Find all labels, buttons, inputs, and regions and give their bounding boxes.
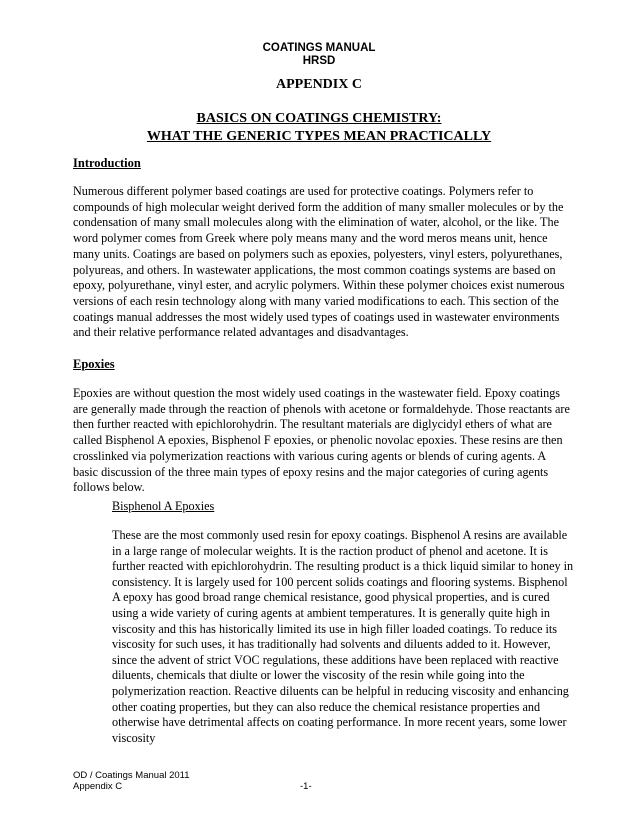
footer-manual-label: OD / Coatings Manual 2011 xyxy=(73,770,190,781)
header-title: COATINGS MANUAL xyxy=(262,42,376,54)
document-title-line2: WHAT THE GENERIC TYPES MEAN PRACTICALLY xyxy=(146,129,492,144)
section-heading-introduction: Introduction xyxy=(73,156,141,170)
paragraph-epoxies: Epoxies are without question the most widely used coatings in the wastewater field. Epoxy coatings are generally made through the reaction of phenols with acetone or formaldehyde. Those reactants are then further reacted with epichlorohydrin. The resultant materials are diglycidyl ethers of what are called Bisphenol A epoxies, Bisphenol F epoxies, or phenolic novolac epoxies. These resins are then crosslinked via polymerization reactions with various curing agents or blends of curing agents. A basic discussion of the three main types of epoxy resins and the major categories of curing agents follows below. xyxy=(73,386,570,495)
document-title-line1: BASICS ON COATINGS CHEMISTRY: xyxy=(196,111,442,126)
paragraph-bisphenol-a: These are the most commonly used resin for epoxy coatings. Bisphenol A resins are available in a large range of molecular weights. It is the raction product of phenol and acetone. It is further reacted with epichlorohydrin. The resulting product is a thick liquid similar to honey in consistency. It is largely used for 100 percent solids coatings and flooring systems. Bisphenol A epoxy has good broad range chemical resistance, good physical properties, and is cured using a wide variety of curing agents at ambient temperatures. It is generally quite high in viscosity and this has historically limited its use in high filler loaded coatings. To reduce its viscosity for such uses, it has traditionally had solvents and diluents added to it. However, since the advent of strict VOC regulations, these additions have been replaced with reactive diluents, chemicals that diulte or lower the viscosity of the resin while going into the polymerization reaction. Reactive diluents can be helpful in reducing viscosity and enhancing other coating properties, but they can also reduce the chemical resistance properties and otherwise have detrimental affects on coating performance. In more recent years, some lower viscosity xyxy=(112,528,574,745)
appendix-label: APPENDIX C xyxy=(276,77,362,92)
paragraph-introduction: Numerous different polymer based coatings are used for protective coatings. Polymers refer to compounds of high molecular weight derived form the addition of many smaller molecules or by the condensation of many small molecules along with the elimination of water, alcohol, or the like. The word polymer comes from Greek where poly means many and the word meros means unit, hence many units. Coatings are based on polymers such as epoxies, polyesters, vinyl esters, polyurethanes, polyureas, and others. In wastewater applications, the most common coatings systems are based on epoxy, polyurethane, vinyl ester, and acrylic polymers. Within these polymer choices exist numerous versions of each resin technology along with many varied modifications to each. This section of the coatings manual addresses the most widely used types of coatings used in wastewater environments and their relative performance related advantages and disadvantages. xyxy=(73,184,565,340)
subsection-heading-bisphenol-a: Bisphenol A Epoxies xyxy=(112,499,215,513)
section-heading-epoxies: Epoxies xyxy=(73,357,115,371)
footer-page-number: -1- xyxy=(300,781,312,792)
footer-appendix-label: Appendix C xyxy=(73,781,123,792)
header-subtitle: HRSD xyxy=(302,55,336,67)
